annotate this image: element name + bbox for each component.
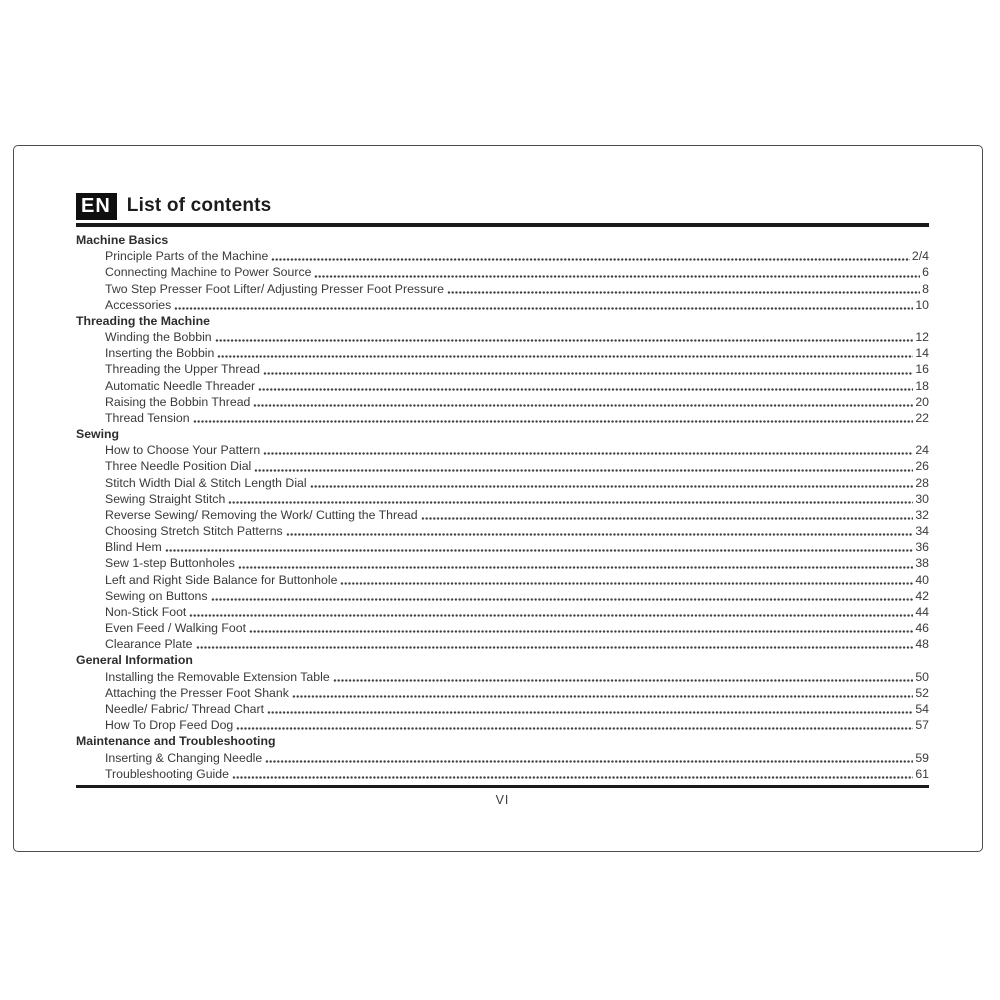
toc-entry	[76, 717, 929, 733]
toc-leader-dots	[238, 566, 913, 569]
toc-entry-page-number: 57	[915, 718, 929, 733]
toc-entry	[76, 636, 929, 652]
toc-entry-page-number: 16	[915, 362, 929, 377]
toc-entry	[76, 281, 929, 297]
toc-leader-dots	[265, 760, 913, 763]
toc-leader-dots	[249, 630, 913, 633]
toc-leader-dots	[258, 388, 913, 391]
toc-entry-page-number: 42	[915, 588, 929, 603]
toc-leader-dots	[310, 485, 914, 488]
toc-entry	[76, 458, 929, 474]
toc-entry-label: Inserting the Bobbin	[105, 346, 215, 361]
toc-entry-page-number: 28	[915, 475, 929, 490]
toc-section-title: Sewing	[76, 427, 120, 442]
toc-entry	[76, 329, 929, 345]
toc-entry-page-number: 36	[915, 540, 929, 555]
toc-entry-page-number: 38	[915, 556, 929, 571]
toc-leader-dots	[253, 404, 913, 407]
toc-leader-dots	[174, 307, 913, 310]
toc-entry-label: Three Needle Position Dial	[105, 459, 252, 474]
toc-entry-page-number: 22	[915, 410, 929, 425]
toc-leader-dots	[447, 291, 920, 294]
toc-section	[76, 733, 929, 782]
toc-entry-label: Inserting & Changing Needle	[105, 750, 263, 765]
toc-entry	[76, 378, 929, 394]
toc-leader-dots	[263, 372, 913, 375]
toc-entry-page-number: 40	[915, 572, 929, 587]
toc-entry	[76, 750, 929, 766]
toc-entry	[76, 572, 929, 588]
language-badge: EN	[76, 193, 117, 220]
toc-entry	[76, 588, 929, 604]
toc-leader-dots	[189, 614, 913, 617]
toc-leader-dots	[193, 420, 914, 423]
toc-entry-page-number: 20	[915, 394, 929, 409]
toc-entry-page-number: 10	[915, 297, 929, 312]
toc-section-title: General Information	[76, 653, 193, 668]
toc-entry-label: Principle Parts of the Machine	[105, 249, 269, 264]
toc-leader-dots	[314, 275, 920, 278]
toc-entry-label: How To Drop Feed Dog	[105, 718, 234, 733]
page-content	[76, 192, 929, 782]
toc-entry	[76, 491, 929, 507]
toc-entry-page-number: 24	[915, 443, 929, 458]
toc-entry-label: Winding the Bobbin	[105, 330, 212, 345]
toc-entry-label: Choosing Stretch Stitch Patterns	[105, 524, 283, 539]
toc-entry	[76, 523, 929, 539]
toc-entry	[76, 555, 929, 571]
toc-leader-dots	[165, 549, 914, 552]
toc-entry-label: Attaching the Presser Foot Shank	[105, 685, 289, 700]
toc-entry-label: Blind Hem	[105, 540, 162, 555]
toc-entry	[76, 539, 929, 555]
title-divider-rule	[76, 223, 929, 227]
toc-entry-label: Sewing Straight Stitch	[105, 491, 226, 506]
toc-leader-dots	[333, 679, 914, 682]
toc-entry-label: Two Step Presser Foot Lifter/ Adjusting Presser Foot Pressure	[105, 281, 444, 296]
toc-entry	[76, 248, 929, 264]
toc-leader-dots	[421, 517, 914, 520]
toc-entry-page-number: 12	[915, 330, 929, 345]
toc-section	[76, 232, 929, 313]
toc-entry-label: How to Choose Your Pattern	[105, 443, 261, 458]
toc-entry-label: Sew 1-step Buttonholes	[105, 556, 235, 571]
toc-leader-dots	[215, 339, 914, 342]
toc-entry-label: Stitch Width Dial & Stitch Length Dial	[105, 475, 307, 490]
toc-section	[76, 313, 929, 426]
toc-entry-page-number: 34	[915, 524, 929, 539]
manual-page	[13, 145, 983, 852]
toc-entry-label: Accessories	[105, 297, 172, 312]
toc-entry	[76, 475, 929, 491]
toc-section-title: Threading the Machine	[76, 313, 210, 328]
toc-leader-dots	[271, 258, 910, 261]
toc-entry-page-number: 14	[915, 346, 929, 361]
toc-entry	[76, 410, 929, 426]
toc-entry-label: Needle/ Fabric/ Thread Chart	[105, 701, 265, 716]
toc-entry	[76, 701, 929, 717]
toc-section	[76, 652, 929, 733]
toc-entry-page-number: 48	[915, 637, 929, 652]
toc-entry-label: Raising the Bobbin Thread	[105, 394, 251, 409]
toc-entry-page-number: 32	[915, 507, 929, 522]
toc-entry-label: Non-Stick Foot	[105, 604, 187, 619]
footer-divider-rule	[76, 785, 929, 788]
toc-entry-page-number: 54	[915, 701, 929, 716]
toc-entry-label: Threading the Upper Thread	[105, 362, 260, 377]
toc-leader-dots	[217, 355, 913, 358]
toc-entry-label: Connecting Machine to Power Source	[105, 265, 312, 280]
toc-section	[76, 426, 929, 652]
toc-entry-page-number: 30	[915, 491, 929, 506]
toc-entry-label: Left and Right Side Balance for Buttonhole	[105, 572, 338, 587]
toc-entry-page-number: 59	[915, 750, 929, 765]
toc-entry	[76, 620, 929, 636]
toc-leader-dots	[236, 727, 913, 730]
toc-leader-dots	[267, 711, 913, 714]
toc-entry-label: Sewing on Buttons	[105, 588, 208, 603]
toc-entry-label: Troubleshooting Guide	[105, 766, 229, 781]
toc-entry-page-number: 61	[915, 766, 929, 781]
toc-entry	[76, 394, 929, 410]
toc-leader-dots	[196, 646, 914, 649]
toc-entry-page-number: 18	[915, 378, 929, 393]
toc-entry	[76, 361, 929, 377]
toc-entry	[76, 669, 929, 685]
toc-entry-page-number: 26	[915, 459, 929, 474]
page-header	[76, 192, 929, 220]
toc-entry-label: Clearance Plate	[105, 637, 193, 652]
toc-entry-page-number: 8	[922, 281, 929, 296]
toc-leader-dots	[340, 582, 913, 585]
toc-entry-page-number: 2/4	[911, 249, 929, 264]
toc-entry-label: Reverse Sewing/ Removing the Work/ Cutting the Thread	[105, 507, 418, 522]
footer-page-number: VI	[495, 793, 510, 807]
toc-leader-dots	[232, 776, 913, 779]
page-title: List of contents	[126, 195, 272, 216]
toc-leader-dots	[292, 695, 913, 698]
toc-leader-dots	[211, 598, 914, 601]
toc-entry-label: Automatic Needle Threader	[105, 378, 256, 393]
toc-entry-page-number: 50	[915, 669, 929, 684]
toc-entry-page-number: 44	[915, 604, 929, 619]
toc-entry	[76, 297, 929, 313]
toc-entry-label: Installing the Removable Extension Table	[105, 669, 330, 684]
toc-entry	[76, 507, 929, 523]
toc	[76, 232, 929, 782]
toc-entry	[76, 442, 929, 458]
toc-entry-page-number: 46	[915, 621, 929, 636]
toc-section-title: Maintenance and Troubleshooting	[76, 734, 276, 749]
toc-section-title: Machine Basics	[76, 233, 169, 247]
toc-entry	[76, 685, 929, 701]
toc-entry-label: Even Feed / Walking Foot	[105, 621, 247, 636]
toc-entry	[76, 264, 929, 280]
toc-entry-label: Thread Tension	[105, 410, 190, 425]
toc-leader-dots	[254, 469, 913, 472]
toc-leader-dots	[228, 501, 913, 504]
toc-entry-page-number: 52	[915, 685, 929, 700]
toc-entry-page-number: 6	[922, 265, 929, 280]
toc-entry	[76, 345, 929, 361]
toc-leader-dots	[263, 452, 913, 455]
toc-leader-dots	[286, 533, 914, 536]
toc-entry	[76, 766, 929, 782]
toc-entry	[76, 604, 929, 620]
